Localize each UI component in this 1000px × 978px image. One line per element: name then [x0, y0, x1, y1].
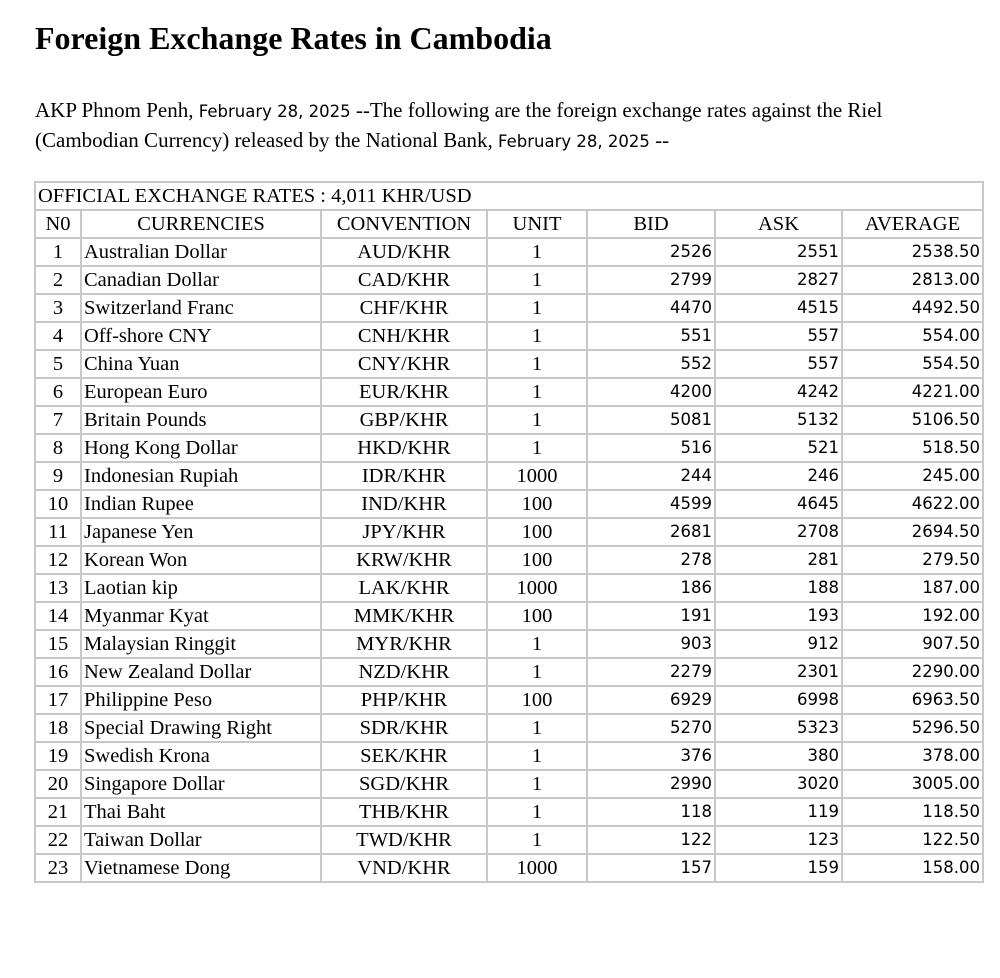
- average-cell: 2694.50: [842, 518, 983, 546]
- convention-cell: LAK/KHR: [321, 574, 487, 602]
- unit-cell: 1: [487, 714, 587, 742]
- unit-cell: 1: [487, 434, 587, 462]
- bid-cell: 4200: [587, 378, 715, 406]
- row-number: 3: [35, 294, 81, 322]
- table-row: [35, 686, 983, 714]
- unit-cell: 1000: [487, 574, 587, 602]
- bid-cell: 278: [587, 546, 715, 574]
- currency-name: Canadian Dollar: [81, 266, 321, 294]
- currency-name: Vietnamese Dong: [81, 854, 321, 882]
- header-bid: BID: [587, 210, 715, 238]
- currency-name: Swedish Krona: [81, 742, 321, 770]
- convention-cell: THB/KHR: [321, 798, 487, 826]
- table-body: [35, 182, 983, 882]
- unit-cell: 1: [487, 630, 587, 658]
- convention-cell: HKD/KHR: [321, 434, 487, 462]
- table-row: [35, 518, 983, 546]
- currency-name: Off-shore CNY: [81, 322, 321, 350]
- row-number: 22: [35, 826, 81, 854]
- currency-name: Indian Rupee: [81, 490, 321, 518]
- row-number: 2: [35, 266, 81, 294]
- convention-cell: KRW/KHR: [321, 546, 487, 574]
- currency-name: Australian Dollar: [81, 238, 321, 266]
- convention-cell: SEK/KHR: [321, 742, 487, 770]
- unit-cell: 1: [487, 658, 587, 686]
- ask-cell: 123: [715, 826, 842, 854]
- table-row: [35, 406, 983, 434]
- currency-name: Korean Won: [81, 546, 321, 574]
- bid-cell: 244: [587, 462, 715, 490]
- average-cell: 378.00: [842, 742, 983, 770]
- bid-cell: 2279: [587, 658, 715, 686]
- row-number: 18: [35, 714, 81, 742]
- convention-cell: MMK/KHR: [321, 602, 487, 630]
- ask-cell: 557: [715, 322, 842, 350]
- ask-cell: 4515: [715, 294, 842, 322]
- header-unit: UNIT: [487, 210, 587, 238]
- convention-cell: EUR/KHR: [321, 378, 487, 406]
- unit-cell: 100: [487, 490, 587, 518]
- average-cell: 122.50: [842, 826, 983, 854]
- intro-paragraph: [35, 96, 975, 156]
- unit-cell: 100: [487, 518, 587, 546]
- row-number: 19: [35, 742, 81, 770]
- table-row: [35, 770, 983, 798]
- row-number: 9: [35, 462, 81, 490]
- unit-cell: 1000: [487, 854, 587, 882]
- row-number: 4: [35, 322, 81, 350]
- average-cell: 2813.00: [842, 266, 983, 294]
- convention-cell: MYR/KHR: [321, 630, 487, 658]
- convention-cell: CHF/KHR: [321, 294, 487, 322]
- table-row: [35, 658, 983, 686]
- ask-cell: 4645: [715, 490, 842, 518]
- table-row: [35, 574, 983, 602]
- convention-cell: CNY/KHR: [321, 350, 487, 378]
- unit-cell: 1: [487, 826, 587, 854]
- currency-name: Philippine Peso: [81, 686, 321, 714]
- table-row: [35, 630, 983, 658]
- convention-cell: AUD/KHR: [321, 238, 487, 266]
- average-cell: 907.50: [842, 630, 983, 658]
- unit-cell: 1000: [487, 462, 587, 490]
- average-cell: 554.50: [842, 350, 983, 378]
- ask-cell: 2301: [715, 658, 842, 686]
- convention-cell: VND/KHR: [321, 854, 487, 882]
- table-row: [35, 294, 983, 322]
- currency-name: Malaysian Ringgit: [81, 630, 321, 658]
- average-cell: 554.00: [842, 322, 983, 350]
- average-cell: 4492.50: [842, 294, 983, 322]
- row-number: 12: [35, 546, 81, 574]
- bid-cell: 2990: [587, 770, 715, 798]
- average-cell: 279.50: [842, 546, 983, 574]
- bid-cell: 903: [587, 630, 715, 658]
- currency-name: Singapore Dollar: [81, 770, 321, 798]
- convention-cell: GBP/KHR: [321, 406, 487, 434]
- ask-cell: 159: [715, 854, 842, 882]
- exchange-rates-table: [34, 181, 984, 883]
- currency-name: Laotian kip: [81, 574, 321, 602]
- table-header-row: [35, 210, 983, 238]
- currency-name: Myanmar Kyat: [81, 602, 321, 630]
- bid-cell: 4470: [587, 294, 715, 322]
- table-row: [35, 826, 983, 854]
- bid-cell: 157: [587, 854, 715, 882]
- ask-cell: 912: [715, 630, 842, 658]
- average-cell: 118.50: [842, 798, 983, 826]
- table-row: [35, 854, 983, 882]
- table-row: [35, 742, 983, 770]
- currency-name: Japanese Yen: [81, 518, 321, 546]
- currency-name: European Euro: [81, 378, 321, 406]
- ask-cell: 3020: [715, 770, 842, 798]
- header-average: AVERAGE: [842, 210, 983, 238]
- bid-cell: 122: [587, 826, 715, 854]
- bid-cell: 6929: [587, 686, 715, 714]
- bid-cell: 5270: [587, 714, 715, 742]
- convention-cell: SDR/KHR: [321, 714, 487, 742]
- table-row: [35, 350, 983, 378]
- table-row: [35, 714, 983, 742]
- convention-cell: IDR/KHR: [321, 462, 487, 490]
- currency-name: Indonesian Rupiah: [81, 462, 321, 490]
- average-cell: 187.00: [842, 574, 983, 602]
- intro-middle: --The following are the foreign exchange rates against the Riel (Cambodian Currency) released by the National Bank,: [35, 98, 883, 152]
- table-row: [35, 322, 983, 350]
- convention-cell: JPY/KHR: [321, 518, 487, 546]
- average-cell: 245.00: [842, 462, 983, 490]
- average-cell: 2290.00: [842, 658, 983, 686]
- ask-cell: 4242: [715, 378, 842, 406]
- unit-cell: 1: [487, 294, 587, 322]
- row-number: 7: [35, 406, 81, 434]
- ask-cell: 2827: [715, 266, 842, 294]
- currency-name: China Yuan: [81, 350, 321, 378]
- header-ask: ASK: [715, 210, 842, 238]
- row-number: 21: [35, 798, 81, 826]
- table-row: [35, 490, 983, 518]
- row-number: 11: [35, 518, 81, 546]
- row-number: 5: [35, 350, 81, 378]
- table-row: [35, 546, 983, 574]
- table-row: [35, 238, 983, 266]
- row-number: 10: [35, 490, 81, 518]
- ask-cell: 246: [715, 462, 842, 490]
- row-number: 1: [35, 238, 81, 266]
- average-cell: 158.00: [842, 854, 983, 882]
- row-number: 6: [35, 378, 81, 406]
- ask-cell: 380: [715, 742, 842, 770]
- convention-cell: TWD/KHR: [321, 826, 487, 854]
- row-number: 14: [35, 602, 81, 630]
- table-row: [35, 266, 983, 294]
- currency-name: Special Drawing Right: [81, 714, 321, 742]
- unit-cell: 1: [487, 238, 587, 266]
- table-row: [35, 378, 983, 406]
- average-cell: 6963.50: [842, 686, 983, 714]
- bid-cell: 4599: [587, 490, 715, 518]
- unit-cell: 100: [487, 686, 587, 714]
- ask-cell: 193: [715, 602, 842, 630]
- currency-name: Hong Kong Dollar: [81, 434, 321, 462]
- row-number: 23: [35, 854, 81, 882]
- row-number: 15: [35, 630, 81, 658]
- table-row: [35, 434, 983, 462]
- bid-cell: 5081: [587, 406, 715, 434]
- header-convention: CONVENTION: [321, 210, 487, 238]
- currency-name: New Zealand Dollar: [81, 658, 321, 686]
- unit-cell: 1: [487, 406, 587, 434]
- convention-cell: IND/KHR: [321, 490, 487, 518]
- unit-cell: 1: [487, 798, 587, 826]
- bid-cell: 516: [587, 434, 715, 462]
- page-title: Foreign Exchange Rates in Cambodia: [35, 20, 552, 56]
- unit-cell: 1: [487, 770, 587, 798]
- unit-cell: 1: [487, 322, 587, 350]
- unit-cell: 1: [487, 266, 587, 294]
- table-row: [35, 798, 983, 826]
- ask-cell: 281: [715, 546, 842, 574]
- average-cell: 518.50: [842, 434, 983, 462]
- average-cell: 4221.00: [842, 378, 983, 406]
- ask-cell: 119: [715, 798, 842, 826]
- bid-cell: 551: [587, 322, 715, 350]
- average-cell: 192.00: [842, 602, 983, 630]
- ask-cell: 2708: [715, 518, 842, 546]
- official-rate-row: [35, 182, 983, 210]
- row-number: 8: [35, 434, 81, 462]
- convention-cell: CAD/KHR: [321, 266, 487, 294]
- average-cell: 4622.00: [842, 490, 983, 518]
- intro-date: February 28, 2025: [498, 132, 650, 151]
- convention-cell: CNH/KHR: [321, 322, 487, 350]
- bid-cell: 191: [587, 602, 715, 630]
- ask-cell: 5323: [715, 714, 842, 742]
- header-currencies: CURRENCIES: [81, 210, 321, 238]
- ask-cell: 188: [715, 574, 842, 602]
- bid-cell: 376: [587, 742, 715, 770]
- table-row: [35, 462, 983, 490]
- table-row: [35, 602, 983, 630]
- bid-cell: 186: [587, 574, 715, 602]
- row-number: 20: [35, 770, 81, 798]
- ask-cell: 521: [715, 434, 842, 462]
- convention-cell: SGD/KHR: [321, 770, 487, 798]
- bid-cell: 118: [587, 798, 715, 826]
- intro-date: February 28, 2025: [198, 102, 351, 121]
- official-rate-label: OFFICIAL EXCHANGE RATES : 4,011 KHR/USD: [35, 182, 983, 210]
- currency-name: Taiwan Dollar: [81, 826, 321, 854]
- average-cell: 2538.50: [842, 238, 983, 266]
- unit-cell: 1: [487, 742, 587, 770]
- row-number: 13: [35, 574, 81, 602]
- unit-cell: 1: [487, 378, 587, 406]
- average-cell: 3005.00: [842, 770, 983, 798]
- unit-cell: 1: [487, 350, 587, 378]
- currency-name: Thai Baht: [81, 798, 321, 826]
- bid-cell: 552: [587, 350, 715, 378]
- ask-cell: 557: [715, 350, 842, 378]
- currency-name: Britain Pounds: [81, 406, 321, 434]
- bid-cell: 2526: [587, 238, 715, 266]
- bid-cell: 2681: [587, 518, 715, 546]
- row-number: 16: [35, 658, 81, 686]
- average-cell: 5296.50: [842, 714, 983, 742]
- unit-cell: 100: [487, 546, 587, 574]
- ask-cell: 2551: [715, 238, 842, 266]
- ask-cell: 6998: [715, 686, 842, 714]
- convention-cell: PHP/KHR: [321, 686, 487, 714]
- ask-cell: 5132: [715, 406, 842, 434]
- intro-suffix: --: [649, 128, 670, 152]
- average-cell: 5106.50: [842, 406, 983, 434]
- bid-cell: 2799: [587, 266, 715, 294]
- row-number: 17: [35, 686, 81, 714]
- unit-cell: 100: [487, 602, 587, 630]
- convention-cell: NZD/KHR: [321, 658, 487, 686]
- header-no: N0: [35, 210, 81, 238]
- intro-prefix: AKP Phnom Penh,: [35, 98, 199, 122]
- currency-name: Switzerland Franc: [81, 294, 321, 322]
